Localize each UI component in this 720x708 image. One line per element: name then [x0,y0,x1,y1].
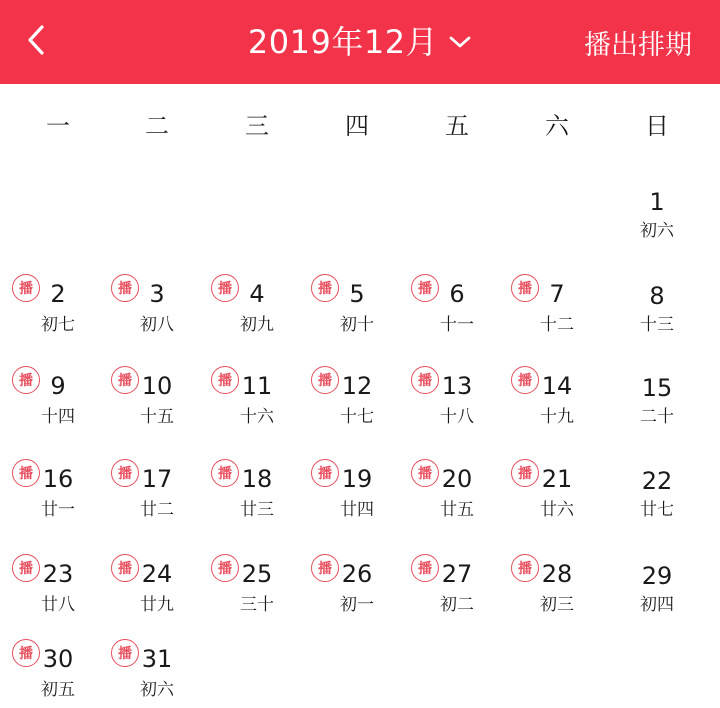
day-number: 5 [349,280,365,308]
lunar-date: 十五 [140,407,174,427]
calendar-day-cell[interactable] [107,372,207,462]
broadcast-stamp-icon: 播 [511,554,539,582]
broadcast-stamp-icon: 播 [311,274,339,302]
broadcast-stamp-icon: 播 [511,366,539,394]
lunar-date: 初四 [640,595,674,615]
weekday-label: 五 [445,112,469,140]
weekday-label: 二 [145,112,169,140]
broadcast-stamp-icon: 播 [211,366,239,394]
calendar-day-cell[interactable] [407,560,507,650]
broadcast-stamp-icon: 播 [411,459,439,487]
day-number: 14 [541,372,573,400]
chevron-down-icon [448,34,472,50]
calendar-day-cell[interactable] [207,465,307,555]
calendar-day-cell[interactable] [107,465,207,555]
calendar-day-cell[interactable] [307,280,407,370]
broadcast-stamp-icon: 播 [12,459,40,487]
day-number: 20 [441,465,473,493]
lunar-date: 十二 [540,315,574,335]
broadcast-stamp-icon: 播 [12,554,40,582]
weekday-header-row [0,100,720,144]
calendar-day-cell[interactable] [607,465,707,555]
broadcast-stamp-icon: 播 [111,366,139,394]
broadcast-stamp-icon: 播 [111,639,139,667]
broadcast-stamp-icon: 播 [12,639,40,667]
broadcast-stamp-icon: 播 [111,459,139,487]
lunar-date: 廿二 [140,500,174,520]
broadcast-stamp-icon: 播 [211,274,239,302]
calendar-day-cell[interactable] [207,560,307,650]
day-number: 9 [50,372,66,400]
day-number: 18 [241,465,273,493]
broadcast-stamp-icon: 播 [111,554,139,582]
lunar-date: 三十 [240,595,274,615]
lunar-date: 廿五 [440,500,474,520]
lunar-date: 十一 [440,315,474,335]
calendar-day-cell[interactable] [407,372,507,462]
calendar-day-cell[interactable] [107,560,207,650]
day-number: 3 [149,280,165,308]
lunar-date: 廿四 [340,500,374,520]
lunar-date: 十三 [640,315,674,335]
calendar-day-cell[interactable] [8,372,108,462]
day-number: 8 [649,282,665,310]
calendar-day-cell[interactable] [8,645,108,708]
calendar-day-cell[interactable] [607,280,707,370]
broadcast-stamp-icon: 播 [12,274,40,302]
day-number: 22 [641,467,673,495]
day-number: 17 [141,465,173,493]
lunar-date: 初八 [140,315,174,335]
lunar-date: 十九 [540,407,574,427]
lunar-date: 初六 [140,680,174,700]
calendar-day-cell[interactable] [607,372,707,462]
broadcast-stamp-icon: 播 [311,554,339,582]
day-number: 29 [641,562,673,590]
page-title: 2019年12月 [247,23,439,61]
lunar-date: 廿八 [41,595,75,615]
lunar-date: 初一 [340,595,374,615]
day-number: 27 [441,560,473,588]
lunar-date: 初六 [640,221,674,241]
broadcast-stamp-icon: 播 [411,274,439,302]
calendar-day-cell[interactable] [8,560,108,650]
calendar-day-cell[interactable] [607,186,707,276]
back-button[interactable] [14,18,58,66]
day-number: 15 [641,374,673,402]
lunar-date: 初十 [340,315,374,335]
calendar-day-cell[interactable] [107,645,207,708]
weekday-label: 三 [245,112,269,140]
day-number: 31 [141,645,173,673]
lunar-date: 十八 [440,407,474,427]
chevron-left-icon [25,24,47,60]
day-number: 24 [141,560,173,588]
calendar-day-cell[interactable] [507,372,607,462]
lunar-date: 廿六 [540,500,574,520]
day-number: 19 [341,465,373,493]
lunar-date: 初二 [440,595,474,615]
lunar-date: 廿一 [41,500,75,520]
calendar-day-cell[interactable] [107,280,207,370]
calendar-day-cell[interactable] [507,560,607,650]
weekday-label: 日 [645,112,669,140]
month-selector[interactable] [247,23,472,61]
weekday-label: 四 [345,112,369,140]
calendar-day-cell[interactable] [8,280,108,370]
lunar-date: 廿九 [140,595,174,615]
day-number: 1 [649,188,665,216]
day-number: 21 [541,465,573,493]
header-bar [0,0,720,84]
day-number: 23 [42,560,74,588]
calendar-day-cell[interactable] [607,560,707,650]
broadcast-stamp-icon: 播 [511,274,539,302]
lunar-date: 二十 [640,407,674,427]
calendar-day-cell[interactable] [407,465,507,555]
lunar-date: 十四 [41,407,75,427]
day-number: 13 [441,372,473,400]
day-number: 12 [341,372,373,400]
lunar-date: 初五 [41,680,75,700]
calendar-day-cell[interactable] [207,372,307,462]
day-number: 30 [42,645,74,673]
weekday-label: 六 [545,112,569,140]
calendar-day-cell[interactable] [307,372,407,462]
broadcast-stamp-icon: 播 [311,366,339,394]
broadcast-stamp-icon: 播 [111,274,139,302]
day-number: 25 [241,560,273,588]
lunar-date: 十七 [340,407,374,427]
calendar-day-cell[interactable] [507,280,607,370]
calendar-day-cell[interactable] [8,465,108,555]
schedule-button[interactable]: 播出排期 [584,29,692,61]
broadcast-stamp-icon: 播 [211,459,239,487]
broadcast-stamp-icon: 播 [12,366,40,394]
calendar-day-cell[interactable] [307,465,407,555]
broadcast-stamp-icon: 播 [411,366,439,394]
calendar-day-cell[interactable] [307,560,407,650]
day-number: 6 [449,280,465,308]
lunar-date: 十六 [240,407,274,427]
day-number: 28 [541,560,573,588]
day-number: 4 [249,280,265,308]
broadcast-stamp-icon: 播 [411,554,439,582]
calendar-day-cell[interactable] [407,280,507,370]
broadcast-stamp-icon: 播 [211,554,239,582]
day-number: 2 [50,280,66,308]
calendar-day-cell[interactable] [507,465,607,555]
weekday-label: 一 [46,112,70,140]
day-number: 10 [141,372,173,400]
lunar-date: 初三 [540,595,574,615]
broadcast-stamp-icon: 播 [511,459,539,487]
day-number: 11 [241,372,273,400]
lunar-date: 初九 [240,315,274,335]
day-number: 7 [549,280,565,308]
lunar-date: 廿三 [240,500,274,520]
lunar-date: 初七 [41,315,75,335]
lunar-date: 廿七 [640,500,674,520]
day-number: 16 [42,465,74,493]
broadcast-stamp-icon: 播 [311,459,339,487]
day-number: 26 [341,560,373,588]
calendar-day-cell[interactable] [207,280,307,370]
